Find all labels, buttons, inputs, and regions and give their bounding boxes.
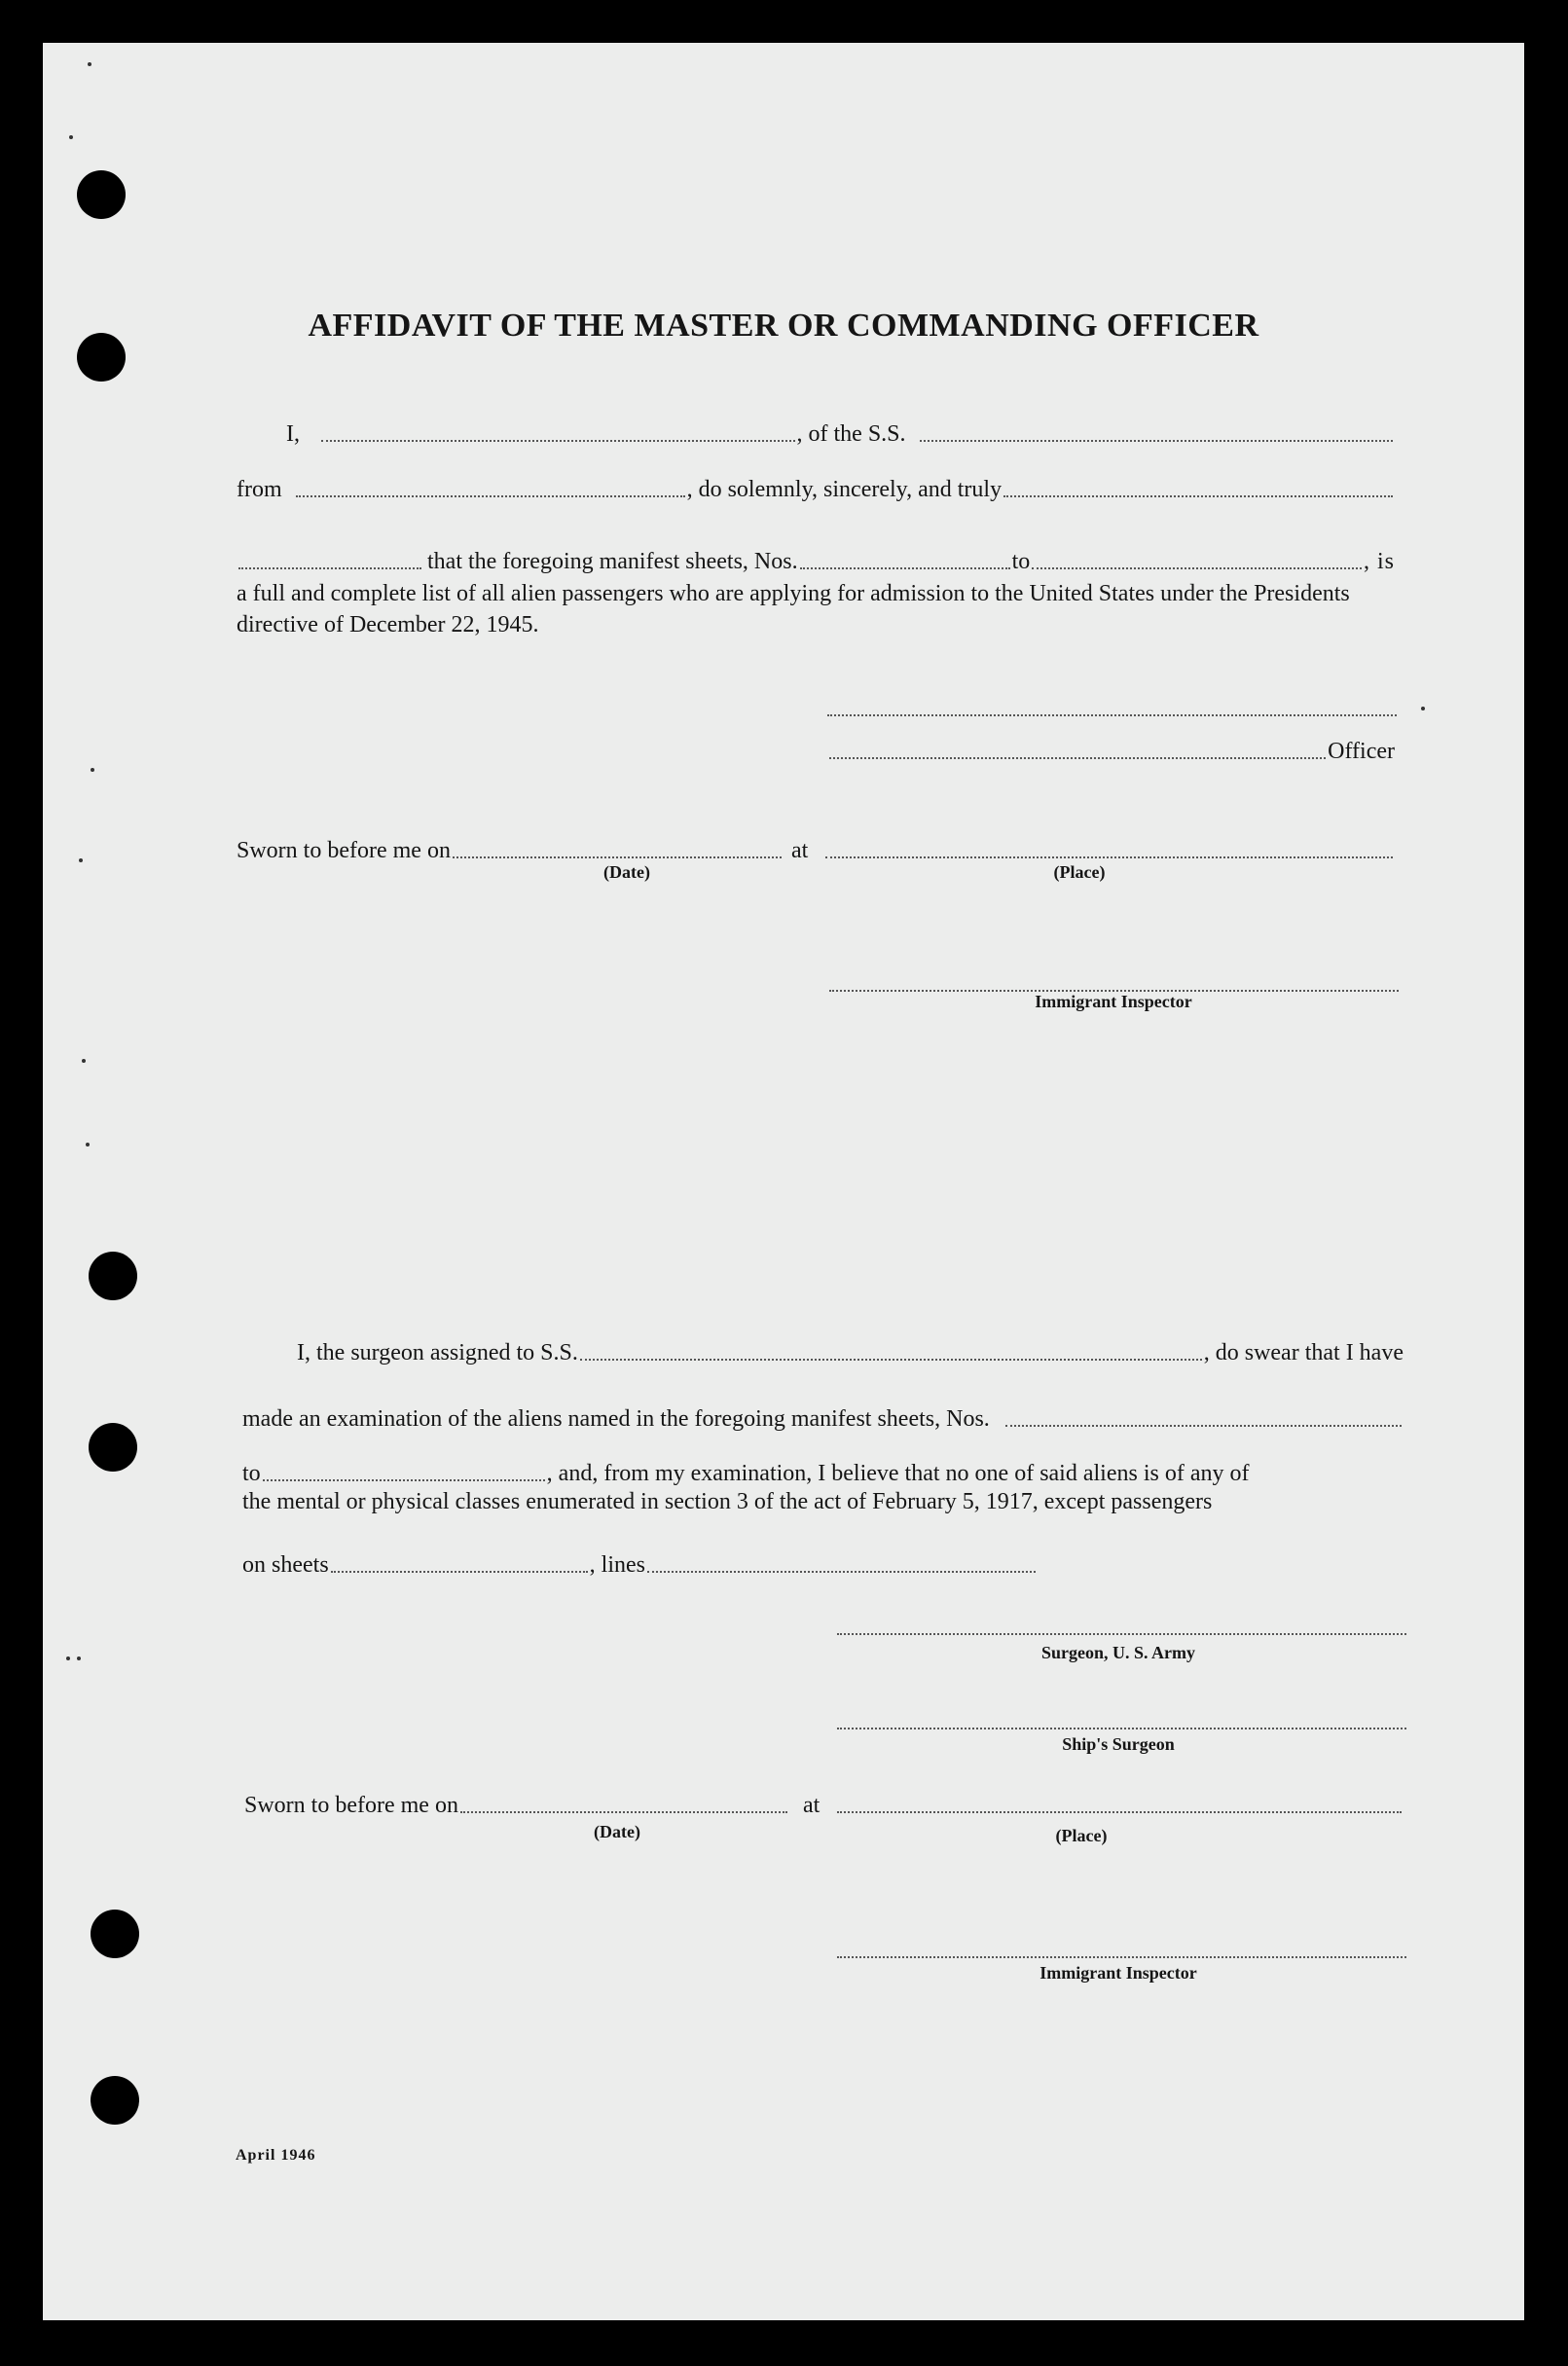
surgeon-date-caption: (Date) xyxy=(594,1822,640,1841)
surgeon-ship-name-field[interactable] xyxy=(580,1359,1202,1361)
master-inspector-caption: Immigrant Inspector xyxy=(1035,992,1192,1011)
surgeon-sworn-label: Sworn to before me on xyxy=(244,1793,458,1818)
master-line-2-mid: , do solemnly, sincerely, and truly xyxy=(686,477,1003,502)
surgeon-line-5-mid: , lines xyxy=(589,1552,645,1578)
master-line-3-end: , is xyxy=(1363,549,1395,574)
speck xyxy=(86,1143,90,1147)
punch-hole xyxy=(89,1423,137,1472)
surgeon-line-1-end: , do swear that I have xyxy=(1203,1340,1404,1365)
form-revision-date: April 1946 xyxy=(236,2147,316,2164)
surgeon-sheet-from-field[interactable] xyxy=(1005,1425,1402,1427)
master-line-2 xyxy=(237,468,1395,503)
surgeon-inspector-signature-line[interactable] xyxy=(837,1956,1406,1958)
master-line-3 xyxy=(237,540,1395,575)
surgeon-line-2 xyxy=(242,1398,1404,1433)
oath-continuation-field[interactable] xyxy=(238,567,421,569)
surgeon-line-1-start: I, the surgeon assigned to S.S. xyxy=(297,1340,578,1365)
punch-hole xyxy=(77,170,126,219)
master-line-3-mid: that the foregoing manifest sheets, Nos. xyxy=(427,549,798,574)
speck xyxy=(88,62,91,66)
speck xyxy=(79,858,83,862)
speck xyxy=(1421,707,1425,710)
punch-hole xyxy=(91,1910,139,1958)
master-at-label: at xyxy=(790,838,809,863)
punch-hole xyxy=(91,2076,139,2125)
master-line-3-to: to xyxy=(1011,549,1031,574)
master-sworn-date-field[interactable] xyxy=(453,856,782,858)
form-page xyxy=(43,43,1524,2320)
surgeon-sworn-date-field[interactable] xyxy=(460,1811,787,1813)
surgeon-line-2-text: made an examination of the aliens named in the foregoing manifest sheets, Nos. xyxy=(242,1406,990,1432)
officer-label: Officer xyxy=(1328,739,1395,764)
surgeon-line-5-start: on sheets xyxy=(242,1552,329,1578)
surgeon-line-5 xyxy=(242,1544,1038,1579)
excepted-sheets-field[interactable] xyxy=(331,1571,588,1573)
speck xyxy=(69,135,73,139)
ship-name-field[interactable] xyxy=(920,440,1394,442)
speck xyxy=(91,768,94,772)
master-name-field[interactable] xyxy=(321,440,795,442)
ship-surgeon-caption: Ship's Surgeon xyxy=(1062,1734,1175,1754)
excepted-lines-field[interactable] xyxy=(647,1571,1036,1573)
surgeon-place-caption: (Place) xyxy=(1055,1826,1108,1845)
surgeon-at-label: at xyxy=(802,1793,820,1818)
surgeon-line-4: the mental or physical classes enumerated in section 3 of the act of February 5, 1917, except passengers xyxy=(242,1489,1213,1514)
army-surgeon-signature-line[interactable] xyxy=(837,1633,1406,1635)
master-sworn-row xyxy=(237,829,1395,864)
surgeon-line-1 xyxy=(297,1331,1404,1366)
sheet-from-field[interactable] xyxy=(800,567,1010,569)
officer-signature-line-1[interactable] xyxy=(827,714,1397,716)
speck xyxy=(77,1656,81,1660)
master-sworn-place-field[interactable] xyxy=(825,856,1393,858)
surgeon-sworn-place-field[interactable] xyxy=(837,1811,1402,1813)
officer-signature-row xyxy=(827,730,1395,765)
form-title: AFFIDAVIT OF THE MASTER OR COMMANDING OFFICER xyxy=(308,308,1259,344)
punch-hole xyxy=(89,1252,137,1300)
departure-port-field[interactable] xyxy=(296,495,685,497)
master-statement: a full and complete list of all alien passengers who are applying for admission to the United States under the Presidents directive of December 22, 1945. xyxy=(237,581,1350,637)
master-place-caption: (Place) xyxy=(1053,862,1106,882)
ship-surgeon-signature-line[interactable] xyxy=(837,1728,1406,1729)
master-sworn-label: Sworn to before me on xyxy=(237,838,451,863)
surgeon-inspector-caption: Immigrant Inspector xyxy=(1039,1963,1197,1983)
surgeon-line-3-start: to xyxy=(242,1461,261,1486)
surgeon-line-3 xyxy=(242,1452,1404,1487)
oath-form-field[interactable] xyxy=(1003,495,1393,497)
sheet-to-field[interactable] xyxy=(1032,567,1362,569)
master-line-1 xyxy=(286,413,1395,448)
master-line-1-mid: , of the S.S. xyxy=(796,421,906,447)
army-surgeon-caption: Surgeon, U. S. Army xyxy=(1040,1643,1195,1662)
master-line-2-start: from xyxy=(237,477,282,502)
speck xyxy=(82,1059,86,1063)
surgeon-line-3-end: , and, from my examination, I believe that no one of said aliens is of any of xyxy=(546,1461,1250,1486)
surgeon-sheet-to-field[interactable] xyxy=(263,1479,545,1481)
speck xyxy=(66,1656,70,1660)
master-line-1-start: I, xyxy=(286,421,300,447)
officer-signature-line-2[interactable] xyxy=(829,757,1326,759)
master-date-caption: (Date) xyxy=(603,862,650,882)
surgeon-sworn-row xyxy=(244,1784,1404,1819)
